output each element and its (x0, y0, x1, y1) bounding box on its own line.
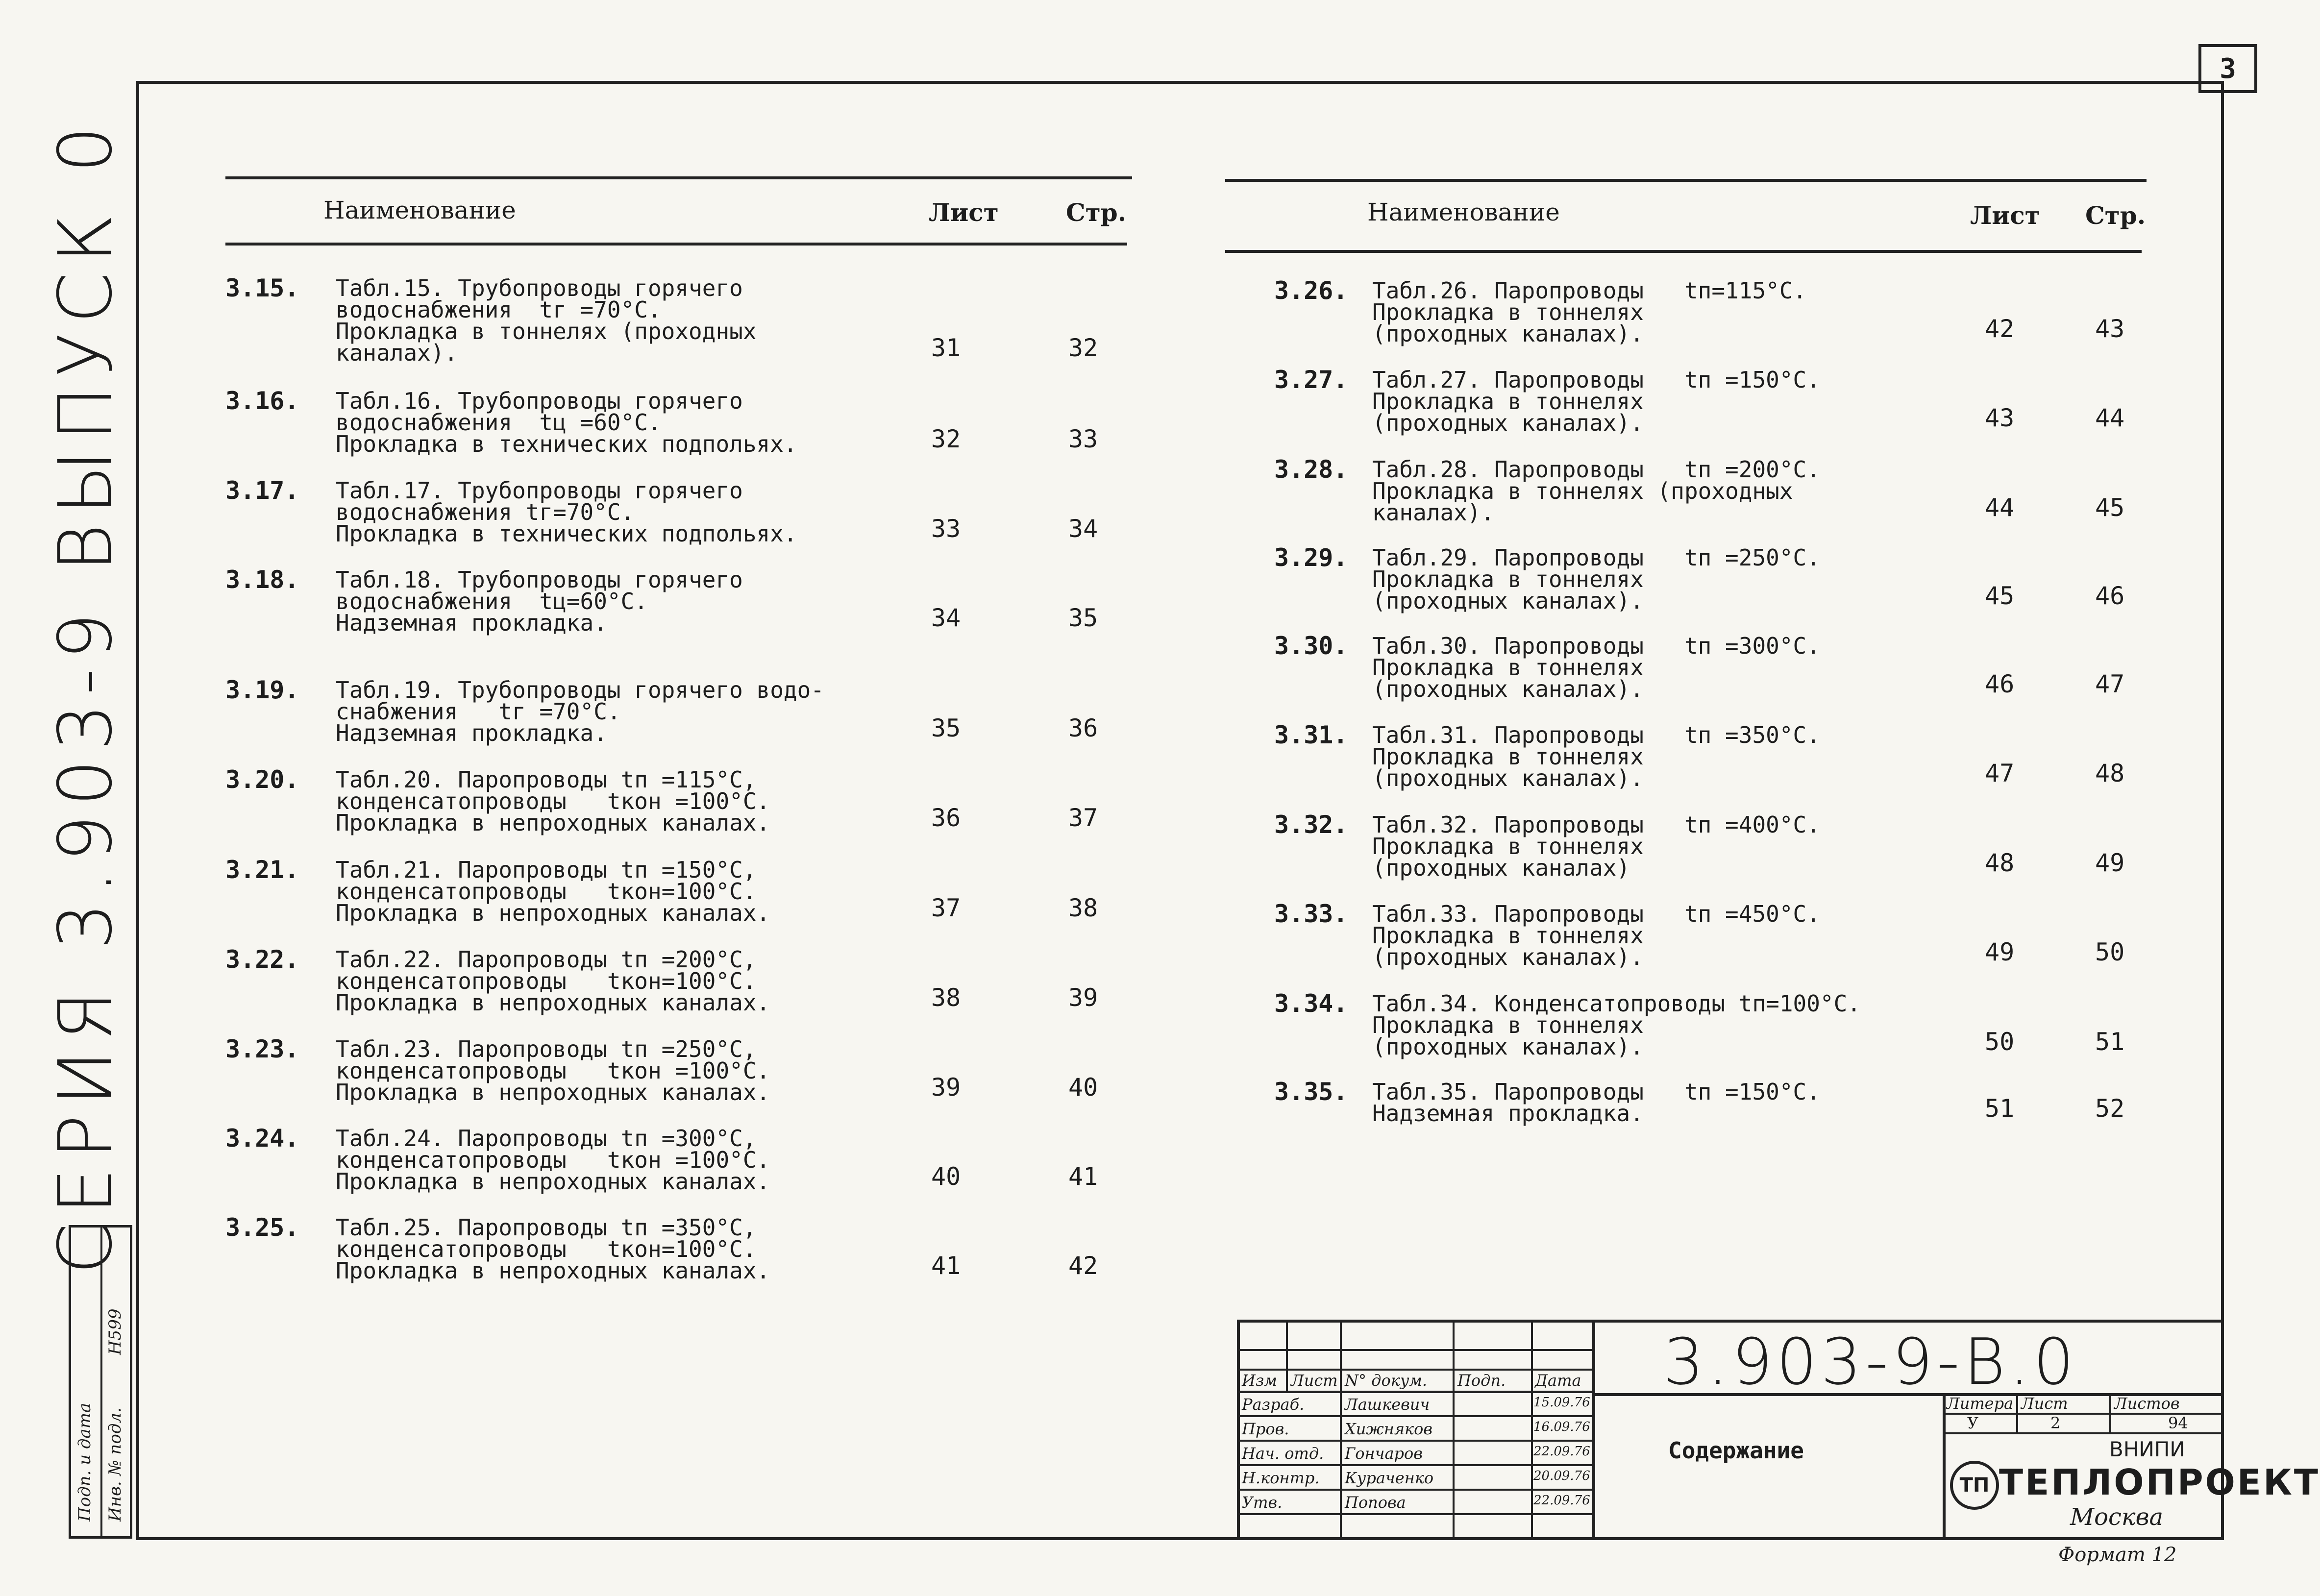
tb-header-izm: Изм (1242, 1371, 1277, 1390)
row-text-line: Табл.16. Трубопроводы горячего (336, 388, 743, 414)
row-number: 3.35. (1274, 1078, 1348, 1106)
table-row (1274, 810, 2156, 887)
row-page: 45 (2095, 493, 2125, 522)
row-text-line: Прокладка в технических подпольях. (336, 431, 797, 457)
stamp-label-inv: Инв. № подл. (105, 1407, 125, 1522)
row-text-line: Табл.29. Паропроводы tп =250°С. (1372, 544, 1820, 571)
row-text-line: Прокладка в тоннелях (1372, 1012, 1644, 1038)
table-row (225, 387, 1137, 463)
tb-sheet-label: Лист (2021, 1394, 2068, 1413)
row-sheet: 38 (931, 983, 961, 1012)
row-text-line: конденсатопроводы tкон =100°С. (336, 788, 770, 814)
tb-person-date: 16.09.76 (1533, 1420, 1590, 1434)
row-number: 3.28. (1274, 455, 1348, 484)
tb-sheets-label: Листов (2114, 1394, 2180, 1413)
row-text-line: (проходных каналах). (1372, 676, 1644, 702)
tb-sheets: 94 (2168, 1414, 2188, 1432)
table-row (225, 1035, 1137, 1111)
row-text-line: Прокладка в тоннелях (1372, 654, 1644, 681)
row-text-line: (проходных каналах). (1372, 1033, 1644, 1060)
row-number: 3.32. (1274, 810, 1348, 839)
row-page: 47 (2095, 670, 2125, 698)
table-row (225, 676, 1137, 752)
row-text-line: Прокладка в непроходных каналах. (336, 1257, 770, 1284)
row-sheet: 51 (1985, 1094, 2015, 1123)
row-text-line: Табл.30. Паропроводы tп =300°С. (1372, 633, 1820, 659)
left-header-sheet: Лист (929, 198, 999, 227)
row-number: 3.23. (225, 1035, 299, 1063)
table-row (1274, 368, 2156, 442)
table-row (225, 565, 1137, 642)
row-page: 34 (1068, 515, 1098, 543)
table-row (1274, 989, 2156, 1066)
tb-litera-label: Литера (1947, 1394, 2014, 1413)
right-table-header-rule (1225, 250, 2142, 253)
row-text-line: Прокладка в тоннелях (1372, 743, 1644, 770)
row-text-line: водоснабжения tц=60°С. (336, 588, 648, 614)
row-text-line: Табл.26. Паропроводы tп=115°С. (1372, 277, 1807, 304)
title-block (1237, 1320, 2320, 1540)
row-page: 38 (1068, 894, 1098, 922)
tb-header-list: Лист (1291, 1371, 1338, 1390)
row-text-line: Надземная прокладка. (336, 720, 607, 746)
row-page: 48 (2095, 759, 2125, 787)
stamp-label-signature: Подп. и дата (75, 1402, 95, 1522)
table-row (225, 274, 1137, 366)
tb-person-name: Хижняков (1345, 1420, 1433, 1438)
row-text-line: Табл.35. Паропроводы tп =150°С. (1372, 1079, 1820, 1105)
table-row (225, 1124, 1137, 1201)
row-page: 52 (2095, 1094, 2125, 1123)
vertical-series-title: СЕРИЯ 3.903-9 ВЫПУСК 0 (43, 117, 128, 1275)
format-label: Формат 12 (2058, 1544, 2177, 1566)
tb-person-role: Нач. отд. (1242, 1444, 1324, 1463)
row-text-line: Табл.25. Паропроводы tп =350°С, (336, 1214, 757, 1241)
row-page: 35 (1068, 604, 1098, 632)
row-page: 36 (1068, 714, 1098, 742)
row-text-line: водоснабжения tг=70°С. (336, 499, 635, 525)
tb-person-role: Н.контр. (1242, 1469, 1320, 1487)
row-sheet: 37 (931, 894, 961, 922)
row-text-line: Надземная прокладка. (336, 610, 607, 636)
row-number: 3.31. (1274, 721, 1348, 749)
row-number: 3.17. (225, 476, 299, 505)
left-stamp (69, 1225, 132, 1539)
left-header-page: Стр. (1066, 198, 1127, 227)
row-text-line: Прокладка в технических подпольях. (336, 520, 797, 547)
table-row (1274, 276, 2156, 353)
row-number: 3.33. (1274, 900, 1348, 928)
tb-person-role: Разраб. (1242, 1395, 1305, 1414)
row-sheet: 46 (1985, 670, 2015, 698)
row-sheet: 43 (1985, 404, 2015, 432)
row-text-line: Прокладка в непроходных каналах. (336, 1079, 770, 1105)
row-number: 3.26. (1274, 276, 1348, 305)
row-number: 3.20. (225, 765, 299, 794)
tb-person-date: 22.09.76 (1533, 1493, 1590, 1508)
row-text-line: Табл.20. Паропроводы tп =115°С, (336, 766, 757, 793)
row-text-line: (проходных каналах) (1372, 855, 1630, 881)
row-text-line: (проходных каналах). (1372, 320, 1644, 347)
row-sheet: 42 (1985, 315, 2015, 343)
row-text-line: каналах). (336, 340, 458, 366)
row-sheet: 47 (1985, 759, 2015, 787)
table-row (225, 765, 1137, 842)
row-text-line: водоснабжения tг =70°С. (336, 296, 662, 323)
row-number: 3.16. (225, 387, 299, 415)
row-text-line: Табл.17. Трубопроводы горячего (336, 477, 743, 504)
table-row (1274, 632, 2156, 708)
row-sheet: 49 (1985, 938, 2015, 966)
row-number: 3.15. (225, 274, 299, 302)
row-page: 40 (1068, 1073, 1098, 1102)
row-number: 3.22. (225, 945, 299, 974)
row-text-line: Прокладка в тоннелях (1372, 299, 1644, 325)
row-text-line: конденсатопроводы tкон=100°С. (336, 968, 757, 994)
table-row (225, 945, 1137, 1022)
row-text-line: Прокладка в непроходных каналах. (336, 989, 770, 1016)
right-header-name: Наименование (1367, 198, 1560, 226)
row-sheet: 35 (931, 714, 961, 742)
tb-header-date: Дата (1535, 1371, 1581, 1390)
row-text-line: конденсатопроводы tкон=100°С. (336, 1236, 757, 1262)
row-text-line: (проходных каналах). (1372, 944, 1644, 970)
row-text-line: Прокладка в тоннелях (проходных (1372, 478, 1793, 504)
row-page: 46 (2095, 582, 2125, 610)
row-page: 43 (2095, 315, 2125, 343)
row-page: 32 (1068, 334, 1098, 362)
row-text-line: водоснабжения tц =60°С. (336, 409, 662, 436)
row-text-line: Прокладка в непроходных каналах. (336, 810, 770, 836)
tb-header-sign: Подп. (1457, 1371, 1506, 1390)
row-text-line: Табл.21. Паропроводы tп =150°С, (336, 857, 757, 883)
row-number: 3.30. (1274, 632, 1348, 660)
row-sheet: 32 (931, 425, 961, 453)
row-text-line: Табл.33. Паропроводы tп =450°С. (1372, 901, 1820, 927)
org-line1: ВНИПИ (2109, 1437, 2185, 1461)
row-sheet: 48 (1985, 849, 2015, 877)
row-number: 3.27. (1274, 366, 1348, 394)
row-text-line: Табл.31. Паропроводы tп =350°С. (1372, 722, 1820, 748)
row-sheet: 41 (931, 1252, 961, 1280)
tb-person-date: 15.09.76 (1533, 1395, 1590, 1410)
row-text-line: Прокладка в непроходных каналах. (336, 900, 770, 926)
row-text-line: Прокладка в тоннелях (1372, 922, 1644, 949)
row-text-line: Прокладка в непроходных каналах. (336, 1168, 770, 1195)
left-table-header-rule (225, 243, 1127, 246)
row-text-line: (проходных каналах). (1372, 410, 1644, 436)
table-row (225, 1213, 1137, 1290)
row-page: 42 (1068, 1252, 1098, 1280)
row-text-line: каналах). (1372, 499, 1495, 526)
row-page: 50 (2095, 938, 2125, 966)
tb-person-name: Попова (1345, 1493, 1406, 1512)
row-number: 3.21. (225, 856, 299, 884)
tb-header-doc: N° докум. (1345, 1371, 1428, 1390)
row-sheet: 36 (931, 804, 961, 832)
table-row (1274, 721, 2156, 797)
row-page: 33 (1068, 425, 1098, 453)
row-number: 3.34. (1274, 989, 1348, 1018)
row-sheet: 44 (1985, 493, 2015, 522)
row-text-line: снабжения tг =70°С. (336, 698, 621, 725)
row-text-line: Прокладка в тоннелях (1372, 388, 1644, 415)
tb-person-name: Лашкевич (1345, 1395, 1430, 1414)
tb-person-name: Гончаров (1345, 1444, 1423, 1463)
row-page: 37 (1068, 804, 1098, 832)
row-text-line: Табл.19. Трубопроводы горячего водо- (336, 677, 824, 703)
row-page: 41 (1068, 1162, 1098, 1191)
row-text-line: Табл.28. Паропроводы tп =200°С. (1372, 456, 1820, 483)
tb-person-role: Пров. (1242, 1420, 1289, 1438)
row-text-line: Табл.24. Паропроводы tп =300°С, (336, 1125, 757, 1152)
left-header-name: Наименование (323, 196, 516, 224)
table-row (1274, 455, 2156, 532)
table-row (1274, 1080, 2156, 1154)
org-line2: ТЕПЛОПРОЕКТ (1999, 1462, 2320, 1503)
row-text-line: конденсатопроводы tкон =100°С. (336, 1057, 770, 1084)
tb-sheet: 2 (2050, 1414, 2061, 1432)
row-sheet: 34 (931, 604, 961, 632)
row-text-line: Табл.34. Конденсатопроводы tп=100°С. (1372, 990, 1861, 1017)
row-number: 3.19. (225, 676, 299, 704)
row-sheet: 31 (931, 334, 961, 362)
left-table-top-rule (225, 176, 1132, 179)
right-table-top-rule (1225, 179, 2147, 182)
table-row (1274, 900, 2156, 976)
stamp-inv-number: Н599 (105, 1308, 125, 1355)
row-page: 49 (2095, 849, 2125, 877)
org-line3: Москва (2070, 1503, 2164, 1531)
row-text-line: Прокладка в тоннелях (проходных (336, 318, 757, 344)
row-text-line: (проходных каналах). (1372, 588, 1644, 614)
row-text-line: Прокладка в тоннелях (1372, 833, 1644, 859)
row-text-line: Табл.22. Паропроводы tп =200°С, (336, 946, 757, 973)
row-number: 3.29. (1274, 543, 1348, 572)
row-sheet: 39 (931, 1073, 961, 1102)
right-header-sheet: Лист (1970, 201, 2040, 230)
document-number: 3.903-9-В.0 (1663, 1325, 2078, 1399)
row-text-line: Табл.15. Трубопроводы горячего (336, 275, 743, 301)
table-row (225, 856, 1137, 932)
row-number: 3.24. (225, 1124, 299, 1153)
tb-litera: У (1967, 1414, 1979, 1432)
right-header-page: Стр. (2085, 201, 2146, 230)
row-text-line: Надземная прокладка. (1372, 1100, 1644, 1127)
row-text-line: Табл.27. Паропроводы tп =150°С. (1372, 367, 1820, 393)
row-text-line: Прокладка в тоннелях (1372, 566, 1644, 592)
table-row (1274, 543, 2156, 620)
row-text-line: (проходных каналах). (1372, 765, 1644, 791)
row-sheet: 45 (1985, 582, 2015, 610)
table-row (225, 476, 1137, 553)
row-text-line: конденсатопроводы tкон =100°С. (336, 1147, 770, 1173)
org-logo-icon: ТП (1950, 1461, 1999, 1510)
row-text-line: Табл.23. Паропроводы tп =250°С, (336, 1036, 757, 1062)
row-sheet: 40 (931, 1162, 961, 1191)
tb-person-role: Утв. (1242, 1493, 1283, 1512)
row-text-line: Табл.18. Трубопроводы горячего (336, 566, 743, 593)
row-page: 51 (2095, 1028, 2125, 1056)
row-text-line: конденсатопроводы tкон=100°С. (336, 878, 757, 905)
row-text-line: Табл.32. Паропроводы tп =400°С. (1372, 811, 1820, 838)
tb-person-date: 22.09.76 (1533, 1444, 1590, 1459)
row-number: 3.25. (225, 1213, 299, 1242)
tb-person-name: Кураченко (1345, 1469, 1434, 1487)
row-page: 44 (2095, 404, 2125, 432)
row-number: 3.18. (225, 565, 299, 594)
row-sheet: 50 (1985, 1028, 2015, 1056)
row-sheet: 33 (931, 515, 961, 543)
page-number: 3 (2198, 44, 2257, 93)
sheet-title: Содержание (1668, 1437, 1804, 1464)
row-page: 39 (1068, 983, 1098, 1012)
tb-person-date: 20.09.76 (1533, 1469, 1590, 1483)
